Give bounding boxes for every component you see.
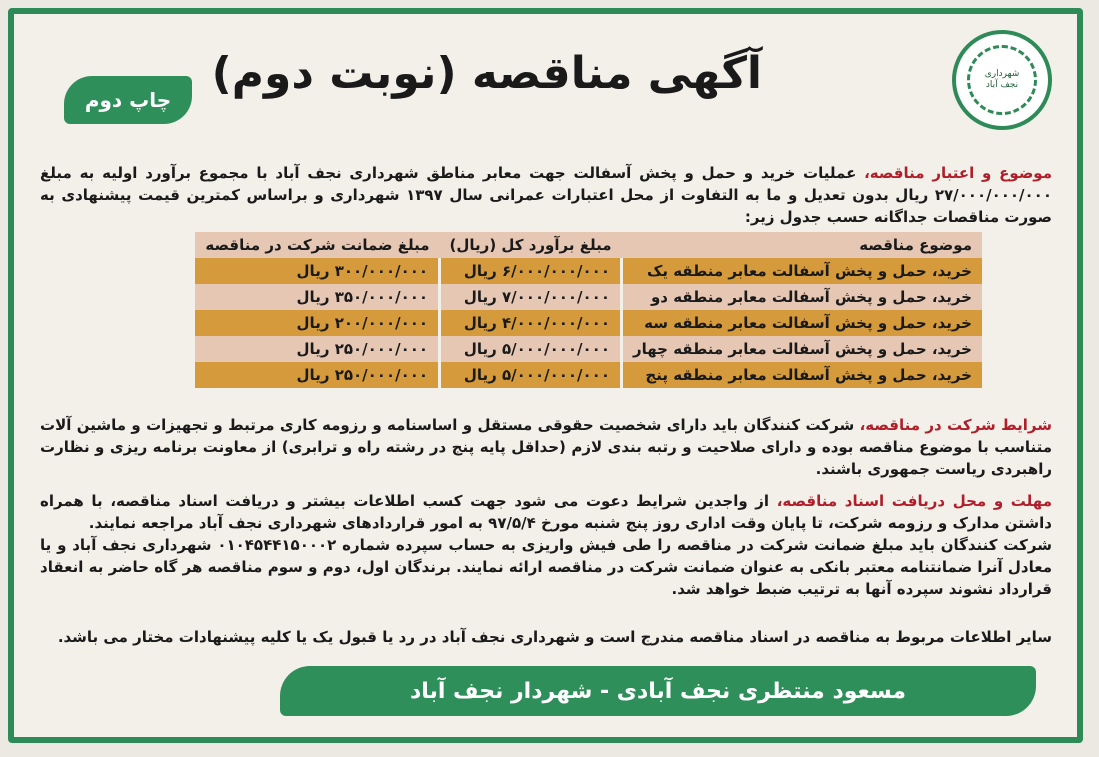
- deadline-paragraph: [40, 490, 1052, 534]
- table-header-row: [195, 232, 982, 258]
- tender-table: [195, 232, 982, 388]
- logo-line-1: شهرداری: [984, 69, 1020, 79]
- subject-heading: موضوع و اعتبار مناقصه،: [864, 164, 1052, 182]
- row-subject: خرید، حمل و پخش آسفالت معابر منطقه یک: [622, 258, 983, 284]
- table-row: [195, 336, 982, 362]
- other-info-paragraph: سایر اطلاعات مربوط به مناقصه در اسناد مناقصه مندرج است و شهرداری نجف آباد در رد یا قبول یک یا کلیه پیشنهادات مختار می باشد.: [57, 628, 1052, 646]
- header-estimate: مبلغ برآورد کل (ریال): [440, 232, 622, 258]
- row-guarantee: ۳۵۰/۰۰۰/۰۰۰ ریال: [195, 284, 439, 310]
- conditions-paragraph: [40, 414, 1052, 480]
- row-estimate: ۶/۰۰۰/۰۰۰/۰۰۰ ریال: [440, 258, 622, 284]
- header-guarantee: مبلغ ضمانت شرکت در مناقصه: [195, 232, 439, 258]
- row-guarantee: ۲۵۰/۰۰۰/۰۰۰ ریال: [195, 336, 439, 362]
- row-subject: خرید، حمل و پخش آسفالت معابر منطقه پنج: [622, 362, 983, 388]
- deadline-text: از واجدین شرایط دعوت می شود جهت کسب اطلاعات بیشتر و دریافت اسناد مناقصه، با همراه داشتن مدارک و رزومه شرکت، تا پایان وقت اداری روز پنج شنبه مورخ ۹۷/۵/۴ به امور قراردادهای شهرداری نجف آباد مراجعه نمایند.: [40, 492, 1052, 532]
- conditions-heading: شرایط شرکت در مناقصه،: [859, 416, 1053, 434]
- table-row: [195, 284, 982, 310]
- subject-text: عملیات خرید و حمل و پخش آسفالت جهت معابر مناطق شهرداری نجف آباد با مجموع برآورد اولیه به مبلغ ۲۷/۰۰۰/۰۰۰/۰۰۰ ریال بدون تعدیل و ما به التفاوت از محل اعتبارات عمرانی سال ۱۳۹۷ شهرداری و براساس کمترین قیمت پیشنهادی به صورت مناقصات جداگانه حسب جدول زیر:: [40, 164, 1052, 226]
- row-guarantee: ۲۵۰/۰۰۰/۰۰۰ ریال: [195, 362, 439, 388]
- signature-banner: مسعود منتظری نجف آبادی - شهردار نجف آباد: [280, 666, 1036, 716]
- notice-title: آگهی مناقصه (نوبت دوم): [211, 48, 762, 99]
- row-subject: خرید، حمل و پخش آسفالت معابر منطقه دو: [622, 284, 983, 310]
- logo-seal: [967, 45, 1037, 115]
- print-badge: چاپ دوم: [64, 76, 192, 124]
- row-subject: خرید، حمل و پخش آسفالت معابر منطقه چهار: [622, 336, 983, 362]
- logo-line-2: نجف آباد: [985, 80, 1019, 90]
- municipality-logo: [952, 30, 1052, 130]
- row-subject: خرید، حمل و پخش آسفالت معابر منطقه سه: [622, 310, 983, 336]
- header-subject: موضوع مناقصه: [622, 232, 983, 258]
- row-guarantee: ۳۰۰/۰۰۰/۰۰۰ ریال: [195, 258, 439, 284]
- table-row: [195, 258, 982, 284]
- row-guarantee: ۲۰۰/۰۰۰/۰۰۰ ریال: [195, 310, 439, 336]
- notice-content: [22, 22, 1062, 734]
- deadline-heading: مهلت و محل دریافت اسناد مناقصه،: [776, 492, 1052, 510]
- table-row: [195, 310, 982, 336]
- row-estimate: ۵/۰۰۰/۰۰۰/۰۰۰ ریال: [440, 336, 622, 362]
- guarantee-paragraph: شرکت کنندگان باید مبلغ ضمانت شرکت در مناقصه را طی فیش واریزی به حساب سپرده شماره ۰۱۰۴۵۴۴۱۵۰۰۰۲ شهرداری نجف آباد و یا معادل آنرا ضمانتنامه معتبر بانکی به عنوان ضمانت شرکت در مناقصه ارائه نمایند. برندگان اول، دوم و سوم مناقصه هر گاه حاضر به انعقاد قرارداد نشوند سپرده آنها به ترتیب ضبط خواهد شد.: [40, 536, 1052, 598]
- conditions-text: شرکت کنندگان باید دارای شخصیت حقوقی مستقل و اساسنامه و رزومه کاری مرتبط و تجهیزات و ماشین آلات متناسب با موضوع مناقصه بوده و دارای صلاحیت و رتبه بندی لازم (حداقل پایه پنج در رشته راه و ترابری) از معاونت برنامه ریزی و نظارت راهبردی ریاست جمهوری باشند.: [40, 416, 1052, 478]
- row-estimate: ۷/۰۰۰/۰۰۰/۰۰۰ ریال: [440, 284, 622, 310]
- row-estimate: ۴/۰۰۰/۰۰۰/۰۰۰ ریال: [440, 310, 622, 336]
- subject-paragraph: [40, 162, 1052, 228]
- row-estimate: ۵/۰۰۰/۰۰۰/۰۰۰ ریال: [440, 362, 622, 388]
- table-row: [195, 362, 982, 388]
